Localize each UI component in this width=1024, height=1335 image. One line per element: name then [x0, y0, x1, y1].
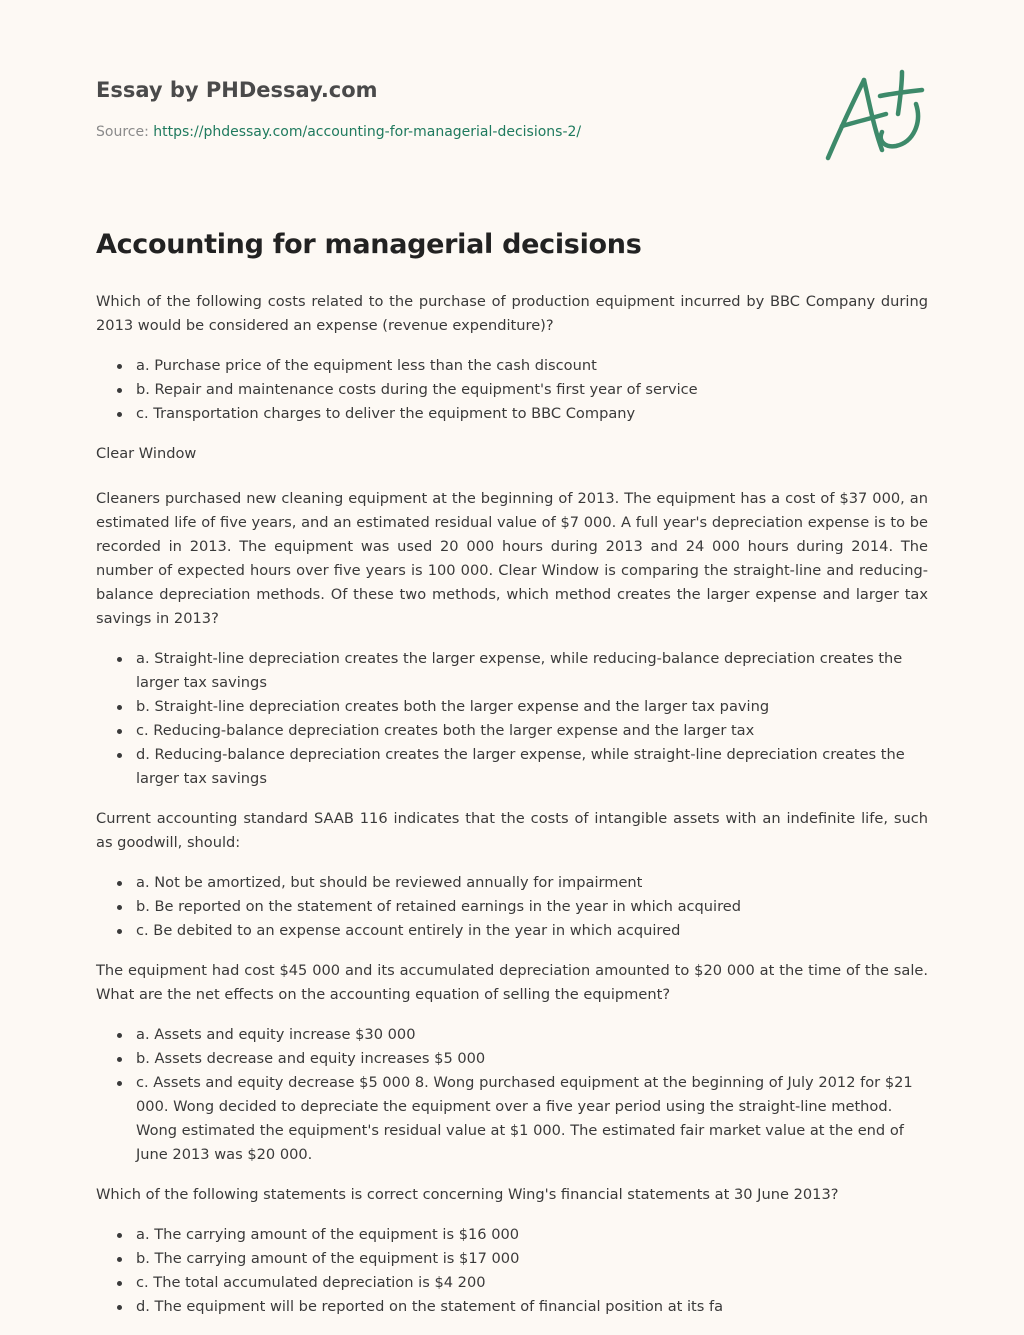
option-item: a. Not be amortized, but should be reviewed annually for impairment [136, 871, 928, 895]
question-3: Current accounting standard SAAB 116 indicates that the costs of intangible assets with an indefinite life, such as goodwill, should: [96, 810, 928, 851]
option-item: a. The carrying amount of the equipment is $16 000 [136, 1223, 928, 1247]
option-item: a. Purchase price of the equipment less than the cash discount [136, 354, 928, 378]
option-item: c. Transportation charges to deliver the equipment to BBC Company [136, 402, 928, 426]
article-title: Accounting for managerial decisions [96, 229, 642, 260]
option-item: b. Straight-line depreciation creates both the larger expense and the larger tax paving [136, 695, 928, 719]
source-label: Source: [96, 124, 154, 140]
question-3-options [96, 871, 928, 943]
question-2-options [96, 647, 928, 791]
essay-header [96, 76, 796, 142]
question-4: The equipment had cost $45 000 and its accumulated depreciation amounted to $20 000 at the time of the sale. What are the net effects on the accounting equation of selling the equipment? [96, 962, 928, 1003]
option-item: a. Assets and equity increase $30 000 [136, 1023, 928, 1047]
a-plus-logo-icon [822, 66, 930, 166]
option-item: c. Be debited to an expense account entirely in the year in which acquired [136, 919, 928, 943]
option-item: b. The carrying amount of the equipment is $17 000 [136, 1247, 928, 1271]
question-1: Which of the following costs related to the purchase of production equipment incurred by BBC Company during 2013 would be considered an expense (revenue expenditure)? [96, 293, 928, 334]
option-item: d. Reducing-balance depreciation creates the larger expense, while straight-line depreciation creates the larger tax savings [136, 743, 928, 791]
option-item: c. Reducing-balance depreciation creates both the larger expense and the larger tax [136, 719, 928, 743]
article [96, 226, 928, 1335]
site-title: Essay by PHDessay.com [96, 78, 378, 102]
source-link[interactable]: https://phdessay.com/accounting-for-managerial-decisions-2/ [153, 124, 582, 140]
question-5: Which of the following statements is correct concerning Wing's financial statements at 30 June 2013? [96, 1186, 839, 1203]
option-item: b. Be reported on the statement of retained earnings in the year in which acquired [136, 895, 928, 919]
company-name: Clear Window [96, 445, 197, 462]
option-item: b. Repair and maintenance costs during the equipment's first year of service [136, 378, 928, 402]
question-4-options [96, 1023, 928, 1167]
question-1-options [96, 354, 928, 426]
option-item: d. The equipment will be reported on the statement of financial position at its fa [136, 1295, 928, 1319]
source-line [96, 122, 796, 142]
option-item: c. The total accumulated depreciation is $4 200 [136, 1271, 928, 1295]
option-item: b. Assets decrease and equity increases $5 000 [136, 1047, 928, 1071]
option-item: c. Assets and equity decrease $5 000 8. Wong purchased equipment at the beginning of July 2012 for $21 000. Wong decided to depreciate the equipment over a five year period using the straight-line method. Wong estimated the equipment's residual value at $1 000. The estimated fair market value at the end of June 2013 was $20 000. [136, 1071, 928, 1167]
question-5-options [96, 1223, 928, 1319]
question-2: Cleaners purchased new cleaning equipment at the beginning of 2013. The equipment has a cost of $37 000, an estimated life of five years, and an estimated residual value of $7 000. A full year's depreciation expense is to be recorded in 2013. The equipment was used 20 000 hours during 2013 and 24 000 hours during 2014. The number of expected hours over five years is 100 000. Clear Window is comparing the straight-line and reducing-balance depreciation methods. Of these two methods, which method creates the larger expense and larger tax savings in 2013? [96, 490, 928, 627]
option-item: a. Straight-line depreciation creates the larger expense, while reducing-balance depreciation creates the larger tax savings [136, 647, 928, 695]
